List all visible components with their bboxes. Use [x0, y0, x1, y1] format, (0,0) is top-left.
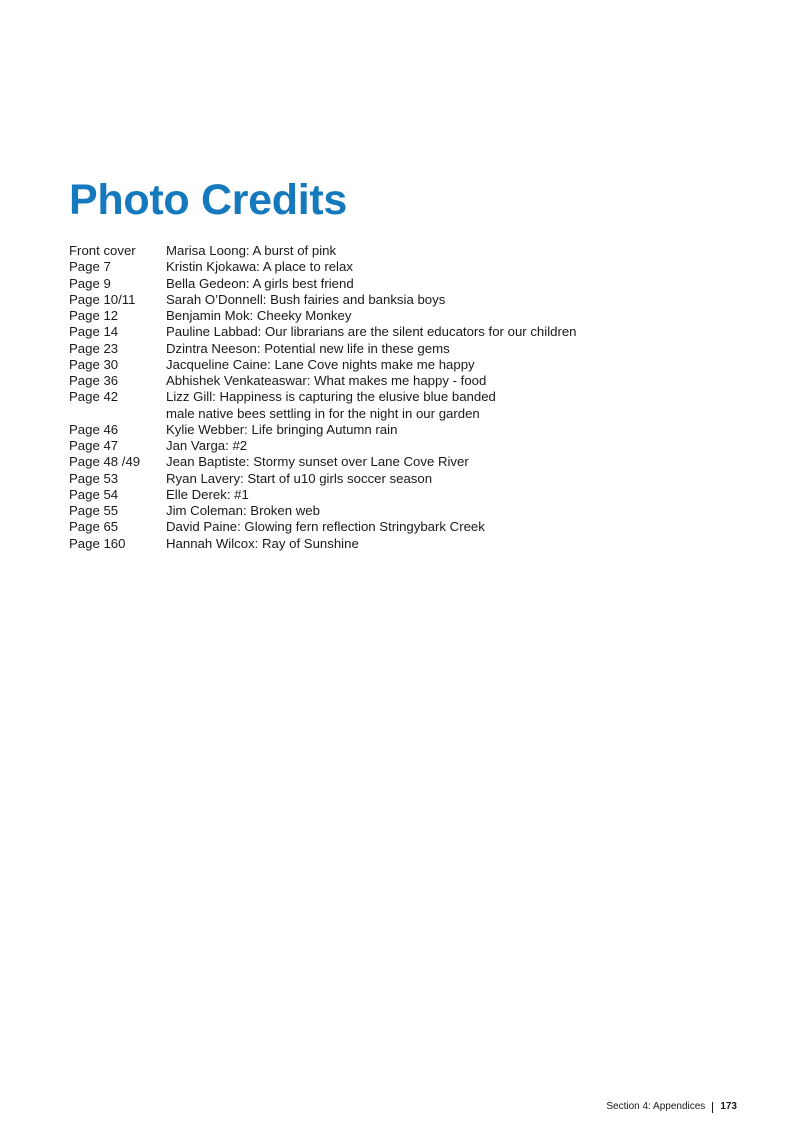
credit-row: [69, 438, 749, 454]
credit-text: David Paine: Glowing fern reflection Stringybark Creek: [166, 519, 485, 535]
credit-row: [69, 324, 749, 340]
credit-row: [69, 357, 749, 373]
credit-row: [69, 454, 749, 470]
credit-text: Abhishek Venkateaswar: What makes me happy - food: [166, 373, 487, 388]
credit-row: [69, 276, 749, 292]
credit-page: Page 10/11: [69, 291, 136, 307]
credit-text: Jean Baptiste: Stormy sunset over Lane Cove River: [166, 454, 469, 470]
credit-row: [69, 373, 749, 389]
photo-credits-list: [69, 243, 749, 552]
credit-text: Sarah O’Donnell: Bush fairies and banksia boys: [166, 291, 446, 307]
credit-page: Page 9: [69, 275, 111, 291]
credit-text: Benjamin Mok: Cheeky Monkey: [166, 308, 352, 323]
footer-divider: [712, 1102, 713, 1113]
credit-page: Page 12: [69, 308, 119, 323]
credit-text: Elle Derek: #1: [166, 486, 249, 502]
credit-page: Page 46: [69, 421, 119, 437]
credit-page: Page 160: [69, 535, 126, 551]
credit-text: Bella Gedeon: A girls best friend: [166, 275, 354, 291]
credit-page: Page 7: [69, 259, 111, 275]
credit-page: Page 36: [69, 373, 119, 388]
credit-text: Lizz Gill: Happiness is capturing the elusive blue banded male native bees settling in for the night in our garden: [166, 389, 496, 421]
credit-row: [69, 389, 749, 422]
credit-page: Page 48 /49: [69, 454, 141, 470]
credit-page: Page 14: [69, 324, 119, 340]
credit-text: Pauline Labbad: Our librarians are the silent educators for our children: [166, 324, 577, 340]
footer-page-number: 173: [720, 1101, 737, 1112]
page-title: Photo Credits: [69, 176, 347, 224]
credit-text: Jim Coleman: Broken web: [166, 503, 320, 518]
credit-page: Page 55: [69, 503, 119, 518]
credit-row: [69, 536, 749, 552]
credit-page: Page 65: [69, 519, 119, 535]
credit-text: Ryan Lavery: Start of u10 girls soccer season: [166, 470, 433, 486]
credit-row: [69, 259, 749, 275]
credit-row: [69, 341, 749, 357]
credit-row: [69, 422, 749, 438]
credit-page: Front cover: [69, 243, 136, 258]
credit-page: Page 47: [69, 438, 119, 453]
credit-page: Page 53: [69, 470, 119, 486]
credit-text: Dzintra Neeson: Potential new life in these gems: [166, 340, 450, 356]
credit-text: Kristin Kjokawa: A place to relax: [166, 259, 353, 275]
credit-row: [69, 487, 749, 503]
credit-page: Page 23: [69, 340, 119, 356]
credit-page: Page 54: [69, 486, 119, 502]
page-footer: [606, 1100, 737, 1114]
credit-text: Marisa Loong: A burst of pink: [166, 243, 337, 258]
credit-row: [69, 292, 749, 308]
credit-text: Jacqueline Caine: Lane Cove nights make me happy: [166, 356, 475, 372]
credit-text: Kylie Webber: Life bringing Autumn rain: [166, 421, 398, 437]
credit-text: Hannah Wilcox: Ray of Sunshine: [166, 535, 359, 551]
credit-row: [69, 519, 749, 535]
footer-section-label: Section 4: Appendices: [606, 1101, 706, 1112]
credit-row: [69, 503, 749, 519]
credit-row: [69, 308, 749, 324]
credit-text: Jan Varga: #2: [166, 438, 248, 453]
credit-page: Page 30: [69, 356, 119, 372]
credit-row: [69, 471, 749, 487]
credit-row: [69, 243, 749, 259]
credit-page: Page 42: [69, 389, 119, 405]
